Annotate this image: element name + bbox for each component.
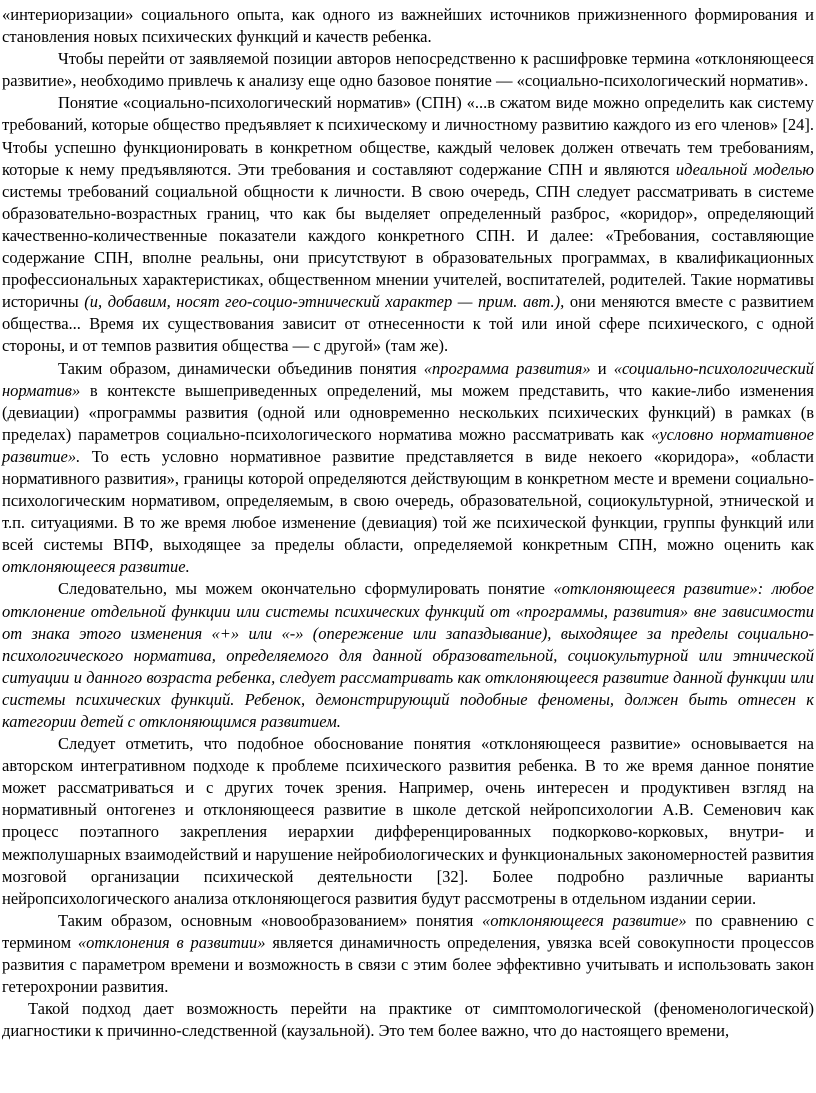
italic-text-run: «социально-психологический норматив» [2,358,814,400]
text-run: Понятие «социально-психологический норматив» (СПН) «...в сжатом виде можно определить как систему требований, которые общество предъявляет к психическому и личностному развитию каждого из его членов» [24]. Чтобы успешно функционировать в конкретном обществе, каждый человек должен отвечать тем требованиям, которые к нему предъявляются. Эти требования и составляют содержание СПН и являются [2,93,814,179]
text-run: и [590,358,614,378]
paragraph-8 [2,998,814,1042]
text-run: Чтобы перейти от заявляемой позиции авторов непосредственно к расшифровке термина «отклоняющееся развитие», необходимо привлечь к анализу еще одно базовое понятие — «социально-психологический норматив». [2,49,814,91]
italic-text-run: «отклонения в развитии» [77,932,266,952]
text-run: Такой подход дает возможность перейти на практике от симптомологической (феноменологической) диагностики к причинно-следственной (каузальной). Это тем более важно, что до настоящего времени, [2,999,814,1041]
text-run: является динамичность определения, увязка всей совокупности процессов развития с параметром времени и возможность в связи с этим более эффективно учитывать и использовать закон гетерохронии развития. [2,932,815,997]
italic-text-run: (и, добавим, носят гео-социо-этнический характер — прим. авт.), [84,292,565,312]
text-run: Таким образом, основным «новообразованием» понятия [58,910,482,930]
paragraph-7 [2,910,814,998]
italic-text-run: идеальной моделью [675,159,815,179]
paragraph-4 [2,358,814,579]
paragraph-2 [2,48,814,92]
text-run: То есть условно нормативное развитие представляется в виде некоего «коридора», «области нормативного развития», границы которой определяются действующим в конкретном месте и времени социально-психологическим нормативом, определяемым, в свою очередь, образовательной, социокультурной, этнической и т.п. ситуациями. В то же время любое изменение (девиация) той же психической функции, группы функций или всей системы ВПФ, выходящее за пределы области, определяемой конкретным СПН, можно оценить как [2,446,814,555]
text-run: Таким образом, динамически объединив понятия [58,358,424,378]
paragraph-3 [2,92,814,357]
text-run: по сравнению с термином [2,910,815,952]
italic-text-run: «условно нормативное развитие». [2,424,814,466]
text-run: системы требований социальной общности к личности. В свою очередь, СПН следует рассматривать в системе образовательно-возрастных границ, что как бы выделяет определенный разброс, «коридор», определяющий качественно-количественные показатели каждого конкретного СПН. И далее: «Требования, составляющие содержание СПН, вполне реальны, они присутствуют в образовательных программах, в квалификационных профессиональных характеристиках, общественном мнении учителей, воспитателей, родителей. Такие нормативы историчны [2,181,814,312]
text-run: Следует отметить, что подобное обоснование понятия «отклоняющееся развитие» основывается на авторском интегративном подходе к проблеме психического развития ребенка. В то же время данное понятие может рассматриваться и с других точек зрения. Например, очень интересен и продуктивен взгляд на нормативный онтогенез и отклоняющееся развитие в школе детской нейропсихологии А.В. Семенович как процесс поэтапного закрепления иерархии дифференцированных подкорково-корковых, внутри- и межполушарных взаимодействий и нарушение нейробиологических и функциональных закономерностей развития мозговой организации психической деятельности [32]. Более подробно различные варианты нейропсихологического анализа отклоняющегося развития будут рассмотрены в отдельном издании серии. [2,734,814,908]
text-run: Следовательно, мы можем окончательно сформулировать понятие [58,579,554,599]
italic-text-run: «отклоняющееся развитие» [481,910,687,930]
italic-text-run: «отклоняющееся развитие»: любое отклонение отдельной функции или системы психических функций от «программы, развития» вне зависимости от знака этого изменения «+» или «-» (опережение или запаздывание), выходящее за пределы социально-психологического норматива, определяемого для данной образовательной, социокультурной или этнической ситуации и данного возраста ребенка, следует рассматривать как отклоняющееся развитие данной функции или системы психических функций. Ребенок, демонстрирующий подобные феномены, должен быть отнесен к категории детей с отклоняющимся развитием. [2,579,814,731]
italic-text-run: «программа развития» [423,358,591,378]
text-run: «интериоризации» социального опыта, как одного из важнейших источников прижизненного формирования и становления новых психических функций и качеств ребенка. [2,5,814,47]
text-run: они меняются вместе с развитием общества... Время их существования зависит от отнесенности к той или иной сфере психического, с одной стороны, и от темпов развития общества — с другой» (там же). [2,292,814,356]
text-run: в контексте вышеприведенных определений, мы можем представить, что какие-либо изменения (девиации) «программы развития (одной или одновременно нескольких психических функций) в рамках (в пределах) параметров социально-психологического норматива можно рассматривать как [2,380,814,444]
italic-text-run: отклоняющееся развитие. [2,557,190,577]
paragraph-5 [2,578,814,733]
paragraph-6 [2,733,814,910]
paragraph-1 [2,4,814,48]
